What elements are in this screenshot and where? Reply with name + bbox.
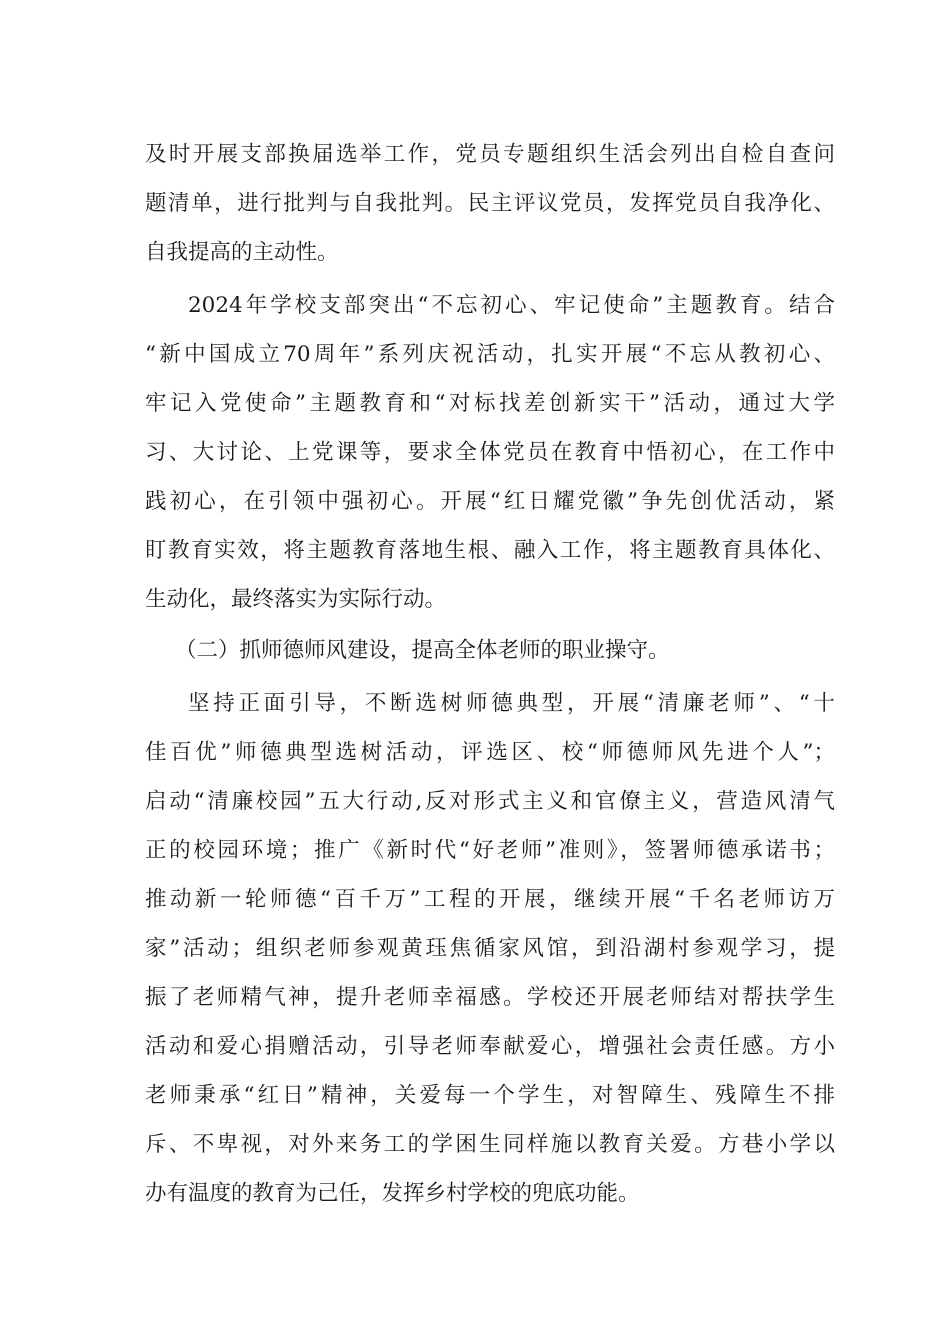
section-heading-text: （二）抓师德师风建设，提高全体老师的职业操守。 bbox=[175, 638, 670, 663]
text-line: 家”活动；组织老师参观黄珏焦循家风馆，到沿湖村参观学习，提 bbox=[145, 936, 835, 961]
text-line: 牢记入党使命”主题教育和“对标找差创新实干”活动，通过大学 bbox=[145, 391, 835, 416]
text-line: “新中国成立70周年”系列庆祝活动，扎实开展“不忘从教初心、 bbox=[145, 342, 835, 367]
text-line: 佳百优”师德典型选树活动，评选区、校“师德师风先进个人”； bbox=[145, 740, 835, 765]
text-line: 及时开展支部换届选举工作，党员专题组织生活会列出自检自查问 bbox=[145, 142, 835, 167]
paragraph-theme-education bbox=[145, 281, 835, 624]
text-line: 坚持正面引导，不断选树师德典型，开展“清廉老师”、“十 bbox=[188, 691, 835, 716]
text-line: 盯教育实效，将主题教育落地生根、融入工作，将主题教育具体化、 bbox=[145, 538, 835, 563]
text-line: 2024年学校支部突出“不忘初心、牢记使命”主题教育。结合 bbox=[188, 293, 835, 318]
text-line: 办有温度的教育为己任，发挥乡村学校的兜底功能。 bbox=[145, 1181, 640, 1206]
text-line: 自我提高的主动性。 bbox=[145, 240, 339, 265]
text-line: 斥、不卑视，对外来务工的学困生同样施以教育关爱。方巷小学以 bbox=[145, 1132, 835, 1157]
text-line: 振了老师精气神，提升老师幸福感。学校还开展老师结对帮扶学生 bbox=[145, 985, 835, 1010]
paragraph-teacher-ethics bbox=[145, 679, 835, 1218]
document-body bbox=[145, 130, 835, 1218]
text-line: 启动“清廉校园”五大行动,反对形式主义和官僚主义，营造风清气 bbox=[145, 789, 835, 814]
text-line: 生动化，最终落实为实际行动。 bbox=[145, 587, 447, 612]
text-line: 践初心，在引领中强初心。开展“红日耀党徽”争先创优活动，紧 bbox=[145, 489, 835, 514]
text-line: 活动和爱心捐赠活动，引导老师奉献爱心，增强社会责任感。方小 bbox=[145, 1034, 835, 1059]
text-line: 推动新一轮师德“百千万”工程的开展，继续开展“千名老师访万 bbox=[145, 887, 835, 912]
text-line: 习、大讨论、上党课等，要求全体党员在教育中悟初心，在工作中 bbox=[145, 440, 835, 465]
text-line: 正的校园环境；推广《新时代“好老师”准则》，签署师德承诺书； bbox=[145, 838, 835, 863]
paragraph-election bbox=[145, 130, 835, 277]
section-heading bbox=[145, 626, 835, 675]
text-line: 老师秉承“红日”精神，关爱每一个学生，对智障生、残障生不排 bbox=[145, 1083, 835, 1108]
text-line: 题清单，进行批判与自我批判。民主评议党员，发挥党员自我净化、 bbox=[145, 191, 835, 216]
